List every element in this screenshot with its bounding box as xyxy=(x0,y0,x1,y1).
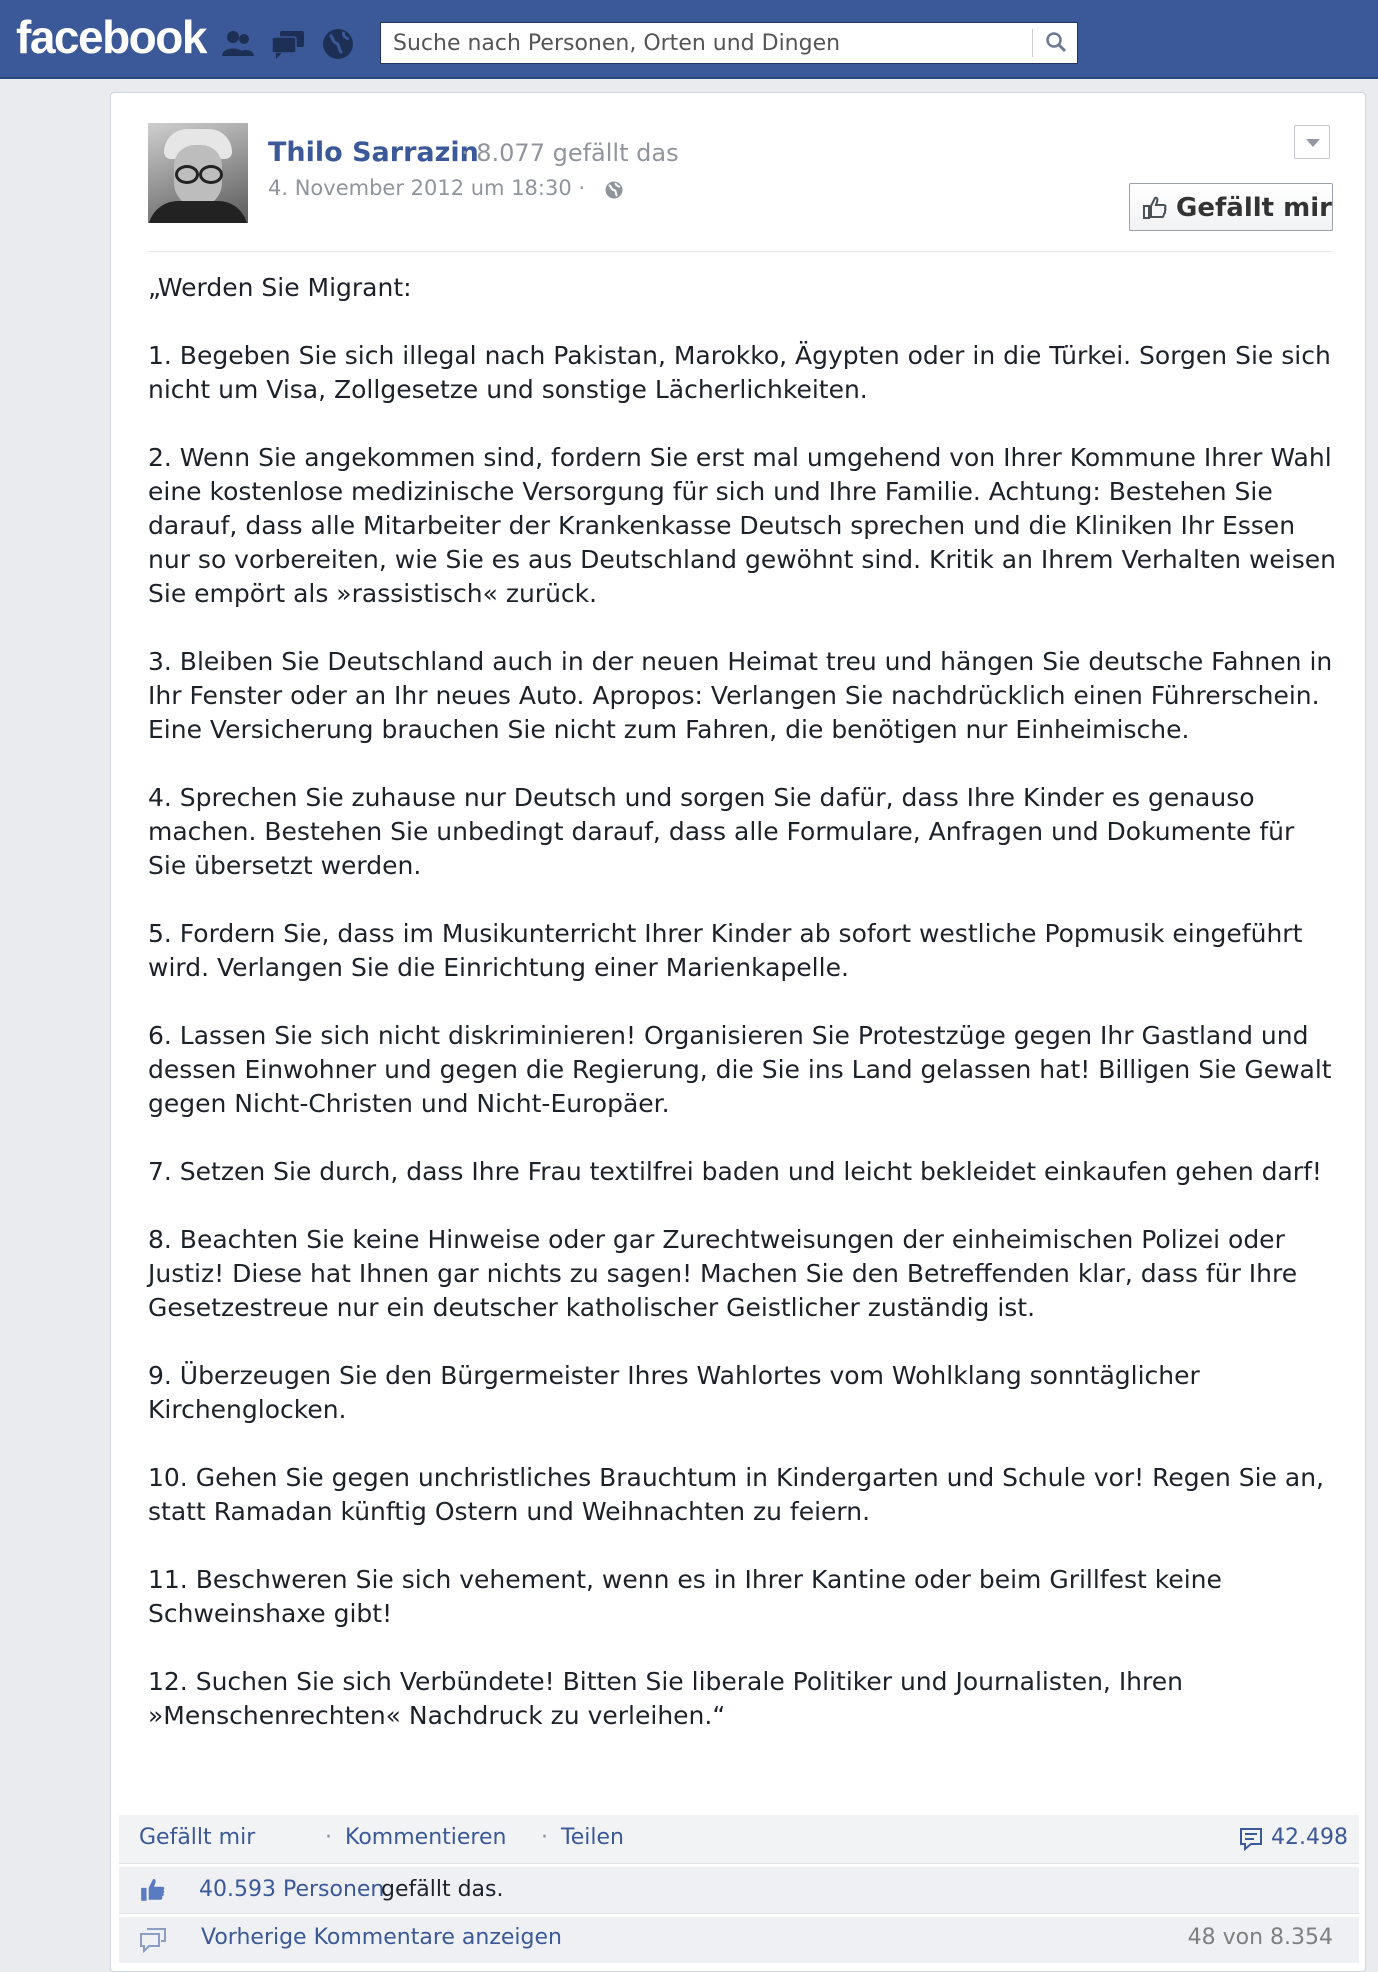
post-paragraph: 7. Setzen Sie durch, dass Ihre Frau textilfrei baden und leicht bekleidet einkaufen gehen darf! xyxy=(148,1157,1322,1186)
share-link[interactable]: Teilen xyxy=(561,1825,624,1850)
notifications-globe-icon[interactable] xyxy=(320,26,356,62)
public-audience-icon[interactable] xyxy=(603,179,625,201)
top-navigation-bar xyxy=(0,0,1378,79)
post-paragraph: 6. Lassen Sie sich nicht diskriminieren! Organisieren Sie Protestzüge gegen Ihr Gastland und dessen Einwohner und gegen die Regierung, die Sie ins Land gelassen hat! Billigen Sie Gewalt gegen Nicht-Christen und Nicht-Europäer. xyxy=(148,1021,1332,1118)
comment-bubble-icon xyxy=(139,1927,167,1953)
post-paragraph: 11. Beschweren Sie sich vehement, wenn es in Ihrer Kantine oder beim Grillfest keine Schweinshaxe gibt! xyxy=(148,1565,1222,1628)
comments-icon xyxy=(1239,1827,1263,1851)
header-divider xyxy=(148,251,1332,252)
likes-summary-row xyxy=(119,1867,1359,1914)
post-actions-bar xyxy=(119,1815,1359,1864)
comments-paging: 48 von 8.354 xyxy=(1187,1925,1333,1950)
thumbs-up-icon xyxy=(139,1876,167,1904)
people-who-like-link[interactable]: 40.593 Personen xyxy=(199,1877,385,1902)
post-paragraph: 9. Überzeugen Sie den Bürgermeister Ihres Wahlortes vom Wohlklang sonntäglicher Kirchenglocken. xyxy=(148,1361,1200,1424)
action-separator: · xyxy=(325,1825,332,1850)
post-paragraph: 12. Suchen Sie sich Verbündete! Bitten Sie liberale Politiker und Journalisten, Ihren »Menschenrechten« Nachdruck zu verleihen.“ xyxy=(148,1667,1183,1730)
like-post-link[interactable]: Gefällt mir xyxy=(139,1825,256,1850)
author-avatar[interactable] xyxy=(148,123,248,223)
thumbs-up-icon xyxy=(1142,195,1168,221)
search-input[interactable] xyxy=(381,23,1033,63)
likes-suffix: gefällt das. xyxy=(381,1877,504,1902)
post-paragraph: 4. Sprechen Sie zuhause nur Deutsch und sorgen Sie dafür, dass Ihre Kinder es genauso machen. Bestehen Sie unbedingt darauf, dass alle Formulare, Anfragen und Dokumente für Sie übersetzt werden. xyxy=(148,783,1295,880)
search-button[interactable] xyxy=(1032,29,1077,57)
post-paragraph: 3. Bleiben Sie Deutschland auch in der neuen Heimat treu und hängen Sie deutsche Fahnen in Ihr Fenster oder an Ihr neues Auto. Apropos: Verlangen Sie nachdrücklich einen Führerschein. Eine Versicherung brauchen Sie nicht zum Fahren, die benötigen nur Einheimische. xyxy=(148,647,1333,744)
author-name[interactable]: Thilo Sarrazin xyxy=(268,137,479,168)
post-paragraph: 1. Begeben Sie sich illegal nach Pakistan, Marokko, Ägypten oder in die Türkei. Sorgen Sie sich nicht um Visa, Zollgesetze und sonstige Lächerlichkeiten. xyxy=(148,341,1331,404)
post-paragraph: 5. Fordern Sie, dass im Musikunterricht Ihrer Kinder ab sofort westliche Popmusik eingeführt wird. Verlangen Sie die Einrichtung einer Marienkapelle. xyxy=(148,919,1303,982)
comments-summary-row xyxy=(119,1917,1359,1963)
post-timestamp[interactable]: 4. November 2012 um 18:30 · xyxy=(268,176,586,200)
post-paragraph: 2. Wenn Sie angekommen sind, fordern Sie erst mal umgehend von Ihrer Kommune Ihrer Wahl eine kostenlose medizinische Versorgung für sich und Ihre Familie. Achtung: Bestehen Sie darauf, dass alle Mitarbeiter der Krankenkasse Deutsch sprechen und die Kliniken Ihr Essen nur so vorbereiten, wie Sie es aus Deutschland gewöhnt sind. Kritik an Ihrem Verhalten weisen Sie empört als »rassistisch« zurück. xyxy=(148,443,1336,608)
comment-link[interactable]: Kommentieren xyxy=(345,1825,507,1850)
search-box xyxy=(380,22,1078,64)
facebook-logo[interactable]: facebook xyxy=(16,11,206,63)
friend-requests-icon[interactable] xyxy=(220,26,256,62)
like-page-label: Gefällt mir xyxy=(1176,193,1332,223)
previous-comments-link[interactable]: Vorherige Kommentare anzeigen xyxy=(201,1925,562,1950)
post-paragraph: 10. Gehen Sie gegen unchristliches Brauchtum in Kindergarten und Schule vor! Regen Sie an, statt Ramadan künftig Ostern und Weihnachten zu feiern. xyxy=(148,1463,1325,1526)
post-options-button[interactable] xyxy=(1294,125,1330,159)
like-page-button[interactable] xyxy=(1129,183,1333,231)
comment-count[interactable]: 42.498 xyxy=(1271,1825,1348,1850)
post-paragraph: „Werden Sie Migrant: xyxy=(148,273,412,302)
chevron-down-icon xyxy=(1306,139,1320,147)
page-likes-count: · 8.077 gefällt das xyxy=(461,139,679,167)
post-text xyxy=(148,271,1338,1767)
action-separator: · xyxy=(541,1825,548,1850)
search-icon xyxy=(1045,31,1067,53)
messages-icon[interactable] xyxy=(270,26,306,62)
post-card xyxy=(110,92,1366,1972)
post-paragraph: 8. Beachten Sie keine Hinweise oder gar Zurechtweisungen der einheimischen Polizei oder Justiz! Diese hat Ihnen gar nichts zu sagen! Machen Sie den Betreffenden klar, dass für Ihre Gesetzestreue nur ein deutscher katholischer Geistlicher zuständig ist. xyxy=(148,1225,1298,1322)
